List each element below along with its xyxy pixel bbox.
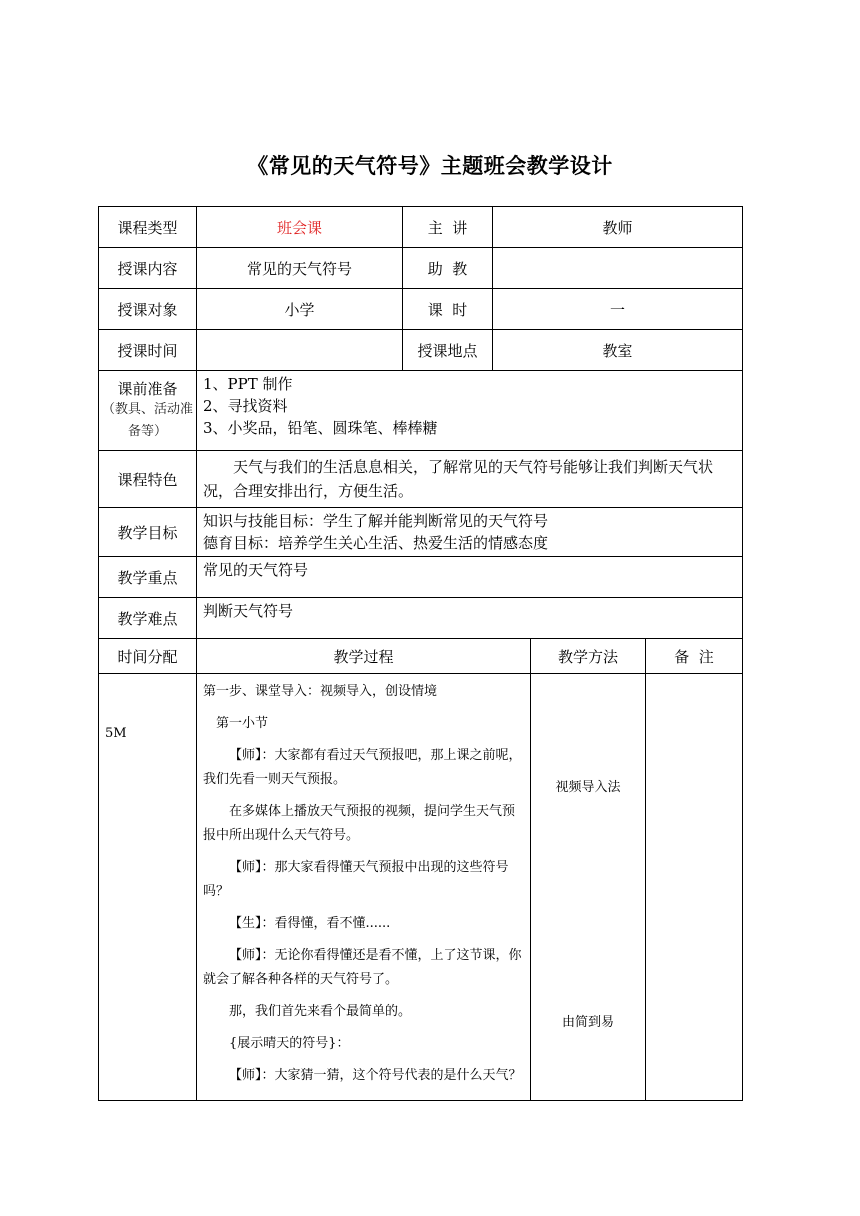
row-time [99, 330, 743, 371]
process-paragraph: 【师】：无论你看得懂还是看不懂，上了这节课，你就会了解各种各样的天气符号了。 [203, 948, 522, 987]
prep-item: 1、PPT 制作 [203, 375, 293, 393]
label-difficulty: 教学难点 [99, 598, 197, 639]
value-key-point: 常见的天气符号 [197, 557, 743, 598]
label-time: 授课时间 [99, 330, 197, 371]
goal-line: 德育目标：培养学生关心生活、热爱生活的情感态度 [203, 534, 549, 552]
process-content [197, 674, 531, 1101]
process-paragraph: 【生】：看得懂，看不懂...... [229, 916, 391, 931]
value-feature: 天气与我们的生活息息相关，了解常见的天气符号能够让我们判断天气状况，合理安排出行，方便生活。 [197, 451, 743, 508]
value-periods: 一 [493, 289, 743, 330]
process-paragraph: 第一步、课堂导入：视频导入，创设情境 [203, 684, 438, 699]
value-location: 教室 [493, 330, 743, 371]
value-time [197, 330, 403, 371]
process-paragraph: 【师】：大家都有看过天气预报吧，那上课之前呢，我们先看一则天气预报。 [203, 748, 522, 787]
row-difficulty [99, 598, 743, 639]
row-content [99, 248, 743, 289]
row-goals [99, 508, 743, 557]
lesson-plan-table [98, 206, 743, 1101]
label-prep [99, 371, 197, 451]
row-key-point [99, 557, 743, 598]
prep-item: 2、寻找资料 [203, 397, 288, 415]
label-feature: 课程特色 [99, 451, 197, 508]
row-course-type [99, 207, 743, 248]
process-paragraph: 那，我们首先来看个最简单的。 [229, 1004, 412, 1019]
prep-sublabel: （教具、活动准备等） [101, 402, 193, 439]
process-method [531, 674, 646, 1101]
prep-item: 3、小奖品，铅笔、圆珠笔、棒棒糖 [203, 419, 438, 437]
row-process [99, 674, 743, 1101]
process-paragraph: 【师】：那大家看得懂天气预报中出现的这些符号吗？ [203, 860, 509, 899]
value-lecturer: 教师 [493, 207, 743, 248]
value-prep [197, 371, 743, 451]
goal-line: 知识与技能目标：学生了解并能判断常见的天气符号 [203, 512, 549, 530]
value-goals [197, 508, 743, 557]
process-note [646, 674, 743, 1101]
row-prep [99, 371, 743, 451]
prep-label: 课前准备 [117, 380, 178, 398]
label-audience: 授课对象 [99, 289, 197, 330]
page-title: 《常见的天气符号》主题班会教学设计 [247, 154, 613, 178]
label-content: 授课内容 [99, 248, 197, 289]
row-feature [99, 451, 743, 508]
header-note: 备 注 [646, 639, 743, 674]
row-process-header [99, 639, 743, 674]
value-assistant [493, 248, 743, 289]
label-course-type: 课程类型 [99, 207, 197, 248]
process-paragraph: 在多媒体上播放天气预报的视频，提问学生天气预报中所出现什么天气符号。 [203, 804, 516, 843]
label-lecturer: 主 讲 [403, 207, 493, 248]
header-process: 教学过程 [197, 639, 531, 674]
header-method: 教学方法 [531, 639, 646, 674]
value-content: 常见的天气符号 [197, 248, 403, 289]
label-location: 授课地点 [403, 330, 493, 371]
process-paragraph: 第一小节 [216, 716, 269, 731]
value-course-type: 班会课 [197, 207, 403, 248]
header-time: 时间分配 [99, 639, 197, 674]
label-periods: 课 时 [403, 289, 493, 330]
process-paragraph: {展示晴天的符号}： [229, 1036, 350, 1051]
label-assistant: 助 教 [403, 248, 493, 289]
method-item: 视频导入法 [555, 780, 621, 795]
process-paragraph: 【师】：大家猜一猜，这个符号代表的是什么天气？ [229, 1068, 522, 1083]
value-difficulty: 判断天气符号 [197, 598, 743, 639]
label-key-point: 教学重点 [99, 557, 197, 598]
value-audience: 小学 [197, 289, 403, 330]
label-goals: 教学目标 [99, 508, 197, 557]
process-time: 5M [99, 674, 197, 1101]
method-item: 由简到易 [561, 1015, 614, 1030]
row-audience [99, 289, 743, 330]
